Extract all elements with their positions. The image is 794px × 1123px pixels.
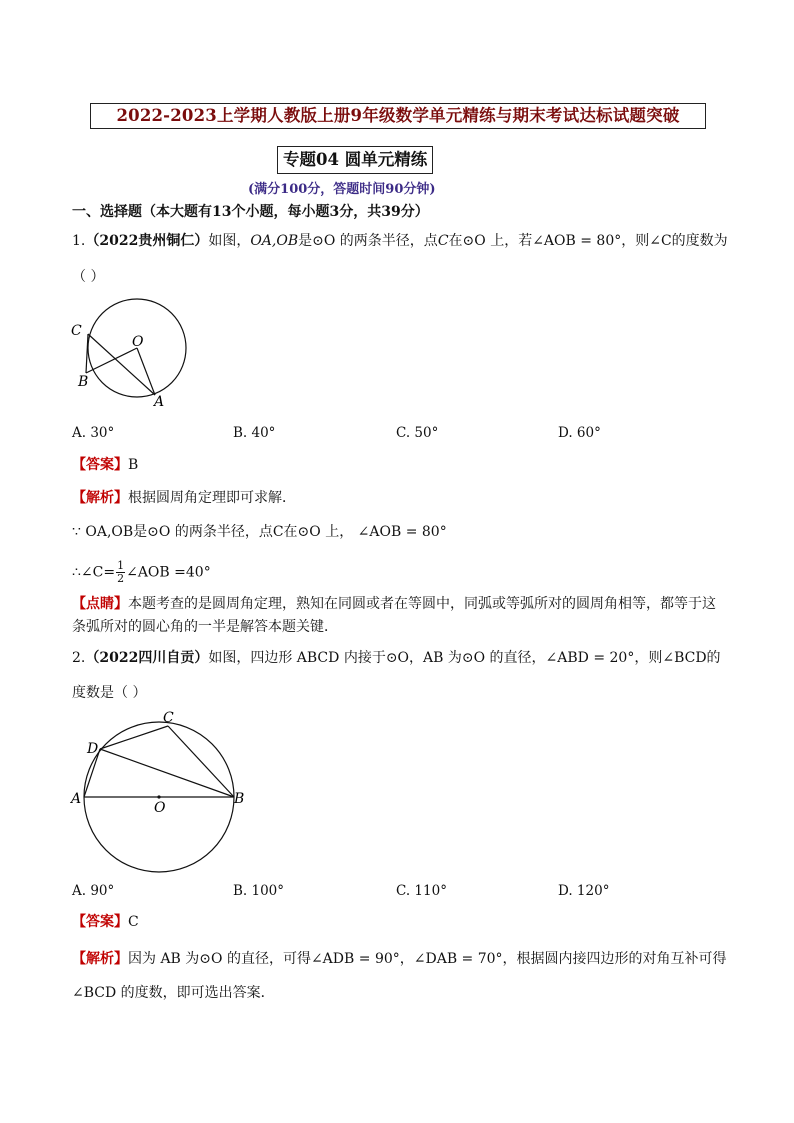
q1-answer: 【答案】B xyxy=(72,457,139,473)
q2-option-a[interactable]: A. 90° xyxy=(72,883,115,899)
q1-source: （2022贵州铜仁） xyxy=(85,233,209,249)
section-title: 一、选择题（本大题有13个小题，每小题3分，共39分） xyxy=(72,204,429,220)
q2-answer-value: C xyxy=(128,914,139,930)
q2-answer: 【答案】C xyxy=(72,914,139,930)
q2-label-D: D xyxy=(87,741,99,757)
q2-source: （2022四川自贡） xyxy=(85,650,209,666)
q1-option-d[interactable]: D. 60° xyxy=(558,425,601,441)
q1-segment-CB xyxy=(86,334,88,373)
q1-label-C: C xyxy=(71,323,82,339)
q2-number: 2. xyxy=(72,650,86,666)
q2-label-B: B xyxy=(234,791,245,807)
q1-analysis: 【解析】根据圆周角定理即可求解． xyxy=(72,490,296,506)
q2-option-b[interactable]: B. 100° xyxy=(233,883,285,899)
q1-label-O: O xyxy=(132,334,144,350)
q1-fraction: $\frac{1}{2}$ xyxy=(117,559,125,585)
q2-analysis-2: ∠BCD 的度数，即可选出答案． xyxy=(72,985,275,1001)
q1-step-1: ∵ OA,OB是⊙O 的两条半径，点C在⊙O 上， ∠AOB = 80° xyxy=(72,524,447,540)
q1-option-c[interactable]: C. 50° xyxy=(396,425,439,441)
exam-note: (满分100分，答题时间90分钟) xyxy=(248,182,436,197)
q2-option-d[interactable]: D. 120° xyxy=(558,883,610,899)
q2-option-c[interactable]: C. 110° xyxy=(396,883,447,899)
q1-label-A: A xyxy=(154,394,165,410)
q2-label-A: A xyxy=(71,791,82,807)
q1-segment-BO xyxy=(86,348,137,373)
series-title: 2022-2023上学期人教版上册9年级数学单元精练与期末考试达标试题突破 xyxy=(90,103,706,129)
q2-label-O: O xyxy=(154,800,166,816)
q2-segment-CB xyxy=(168,726,234,797)
q1-label-B: B xyxy=(78,374,89,390)
q1-stem: 1.（2022贵州铜仁）如图，OA,OB是⊙O 的两条半径，点C在⊙O 上，若∠AOB = 80°，则∠C的度数为 xyxy=(72,233,728,249)
q1-number: 1. xyxy=(72,233,86,249)
q2-center-point xyxy=(157,795,160,798)
q1-segment-CA xyxy=(88,334,155,395)
q1-comment-2: 条弧所对的圆心角的一半是解答本题关键． xyxy=(72,619,338,635)
q2-label-C: C xyxy=(163,710,174,726)
q1-segment-OA xyxy=(137,348,155,395)
q1-figure xyxy=(66,290,196,410)
q1-step-2: ∴∠C= $\frac{1}{2}$ ∠AOB =40° xyxy=(72,559,211,585)
q2-stem-1: 2.（2022四川自贡）如图，四边形 ABCD 内接于⊙O，AB 为⊙O 的直径，∠ABD = 20°，则∠BCD的 xyxy=(72,650,721,666)
q1-option-a[interactable]: A. 30° xyxy=(72,425,115,441)
q1-option-b[interactable]: B. 40° xyxy=(233,425,276,441)
q1-comment-1: 【点睛】本题考查的是圆周角定理，熟知在同圆或者在等圆中，同弧或等弧所对的圆周角相等，都等于这 xyxy=(72,596,716,612)
q2-segment-DB xyxy=(100,749,234,797)
q2-figure xyxy=(66,705,256,877)
q2-stem-2: 度数是（ ） xyxy=(72,685,147,701)
q1-answer-value: B xyxy=(128,457,139,473)
q1-paren: （ ） xyxy=(72,269,105,285)
topic-title: 专题04 圆单元精练 xyxy=(277,146,433,174)
q2-segment-DC xyxy=(100,726,168,749)
q2-analysis-1: 【解析】因为 AB 为⊙O 的直径，可得∠ADB = 90°，∠DAB = 70°，根据圆内接四边形的对角互补可得 xyxy=(72,951,727,967)
